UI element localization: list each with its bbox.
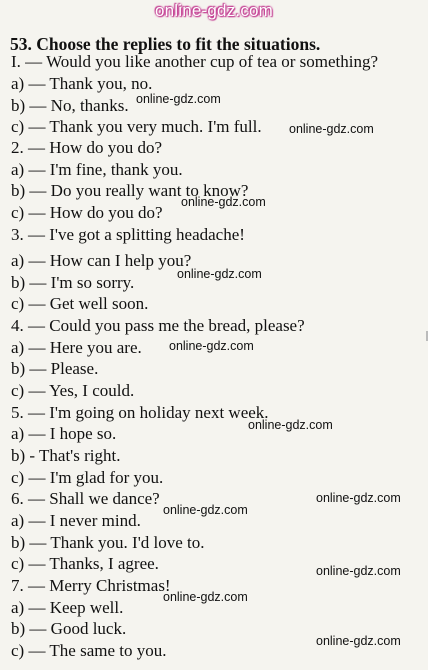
watermark: online-gdz.com — [181, 195, 266, 209]
question-4-option-b: b) — Please. — [11, 359, 99, 378]
question-3-option-b: b) — I'm so sorry. — [11, 273, 135, 292]
watermark: online-gdz.com — [163, 590, 248, 604]
watermark: online-gdz.com — [289, 122, 374, 136]
question-2-option-a: a) — I'm fine, thank you. — [11, 160, 183, 179]
question-6: 6. — Shall we dance? — [11, 489, 160, 508]
question-7-option-c: c) — The same to you. — [11, 641, 167, 660]
question-2-option-b: b) — Do you really want to know? — [11, 181, 249, 200]
question-6-option-b: b) — Thank you. I'd love to. — [11, 533, 205, 552]
header-watermark: online-gdz.com — [154, 1, 274, 20]
question-7-option-b: b) — Good luck. — [11, 619, 127, 638]
question-3-option-a: a) — How can I help you? — [11, 251, 192, 270]
question-4-option-a: a) — Here you are. — [11, 338, 142, 357]
watermark: online-gdz.com — [177, 267, 262, 281]
question-5-option-b: b) - That's right. — [11, 446, 121, 465]
watermark: online-gdz.com — [248, 418, 333, 432]
watermark: online-gdz.com — [316, 634, 401, 648]
question-3-option-c: c) — Get well soon. — [11, 294, 149, 313]
question-5-option-a: a) — I hope so. — [11, 424, 117, 443]
exercise-title: 53. Choose the replies to fit the situations. — [10, 34, 321, 54]
watermark: online-gdz.com — [316, 491, 401, 505]
question-4: 4. — Could you pass me the bread, please? — [11, 316, 305, 335]
question-6-option-a: a) — I never mind. — [11, 511, 141, 530]
question-1-option-c: c) — Thank you very much. I'm full. — [11, 117, 262, 136]
question-5: 5. — I'm going on holiday next week. — [11, 403, 269, 422]
question-6-option-c: c) — Thanks, I agree. — [11, 554, 159, 573]
question-5-option-c: c) — I'm glad for you. — [11, 468, 164, 487]
question-7: 7. — Merry Christmas! — [11, 576, 171, 595]
watermark: online-gdz.com — [163, 503, 248, 517]
question-2-option-c: c) — How do you do? — [11, 203, 163, 222]
question-2: 2. — How do you do? — [11, 138, 163, 157]
watermark: online-gdz.com — [169, 339, 254, 353]
question-1: I. — Would you like another cup of tea or something? — [11, 52, 379, 71]
question-3: 3. — I've got a splitting headache! — [11, 225, 245, 244]
question-1-option-b: b) — No, thanks. — [11, 96, 129, 115]
question-4-option-c: c) — Yes, I could. — [11, 381, 135, 400]
question-7-option-a: a) — Keep well. — [11, 598, 124, 617]
watermark: online-gdz.com — [136, 92, 221, 106]
question-1-option-a: a) — Thank you, no. — [11, 74, 153, 93]
watermark: online-gdz.com — [316, 564, 401, 578]
